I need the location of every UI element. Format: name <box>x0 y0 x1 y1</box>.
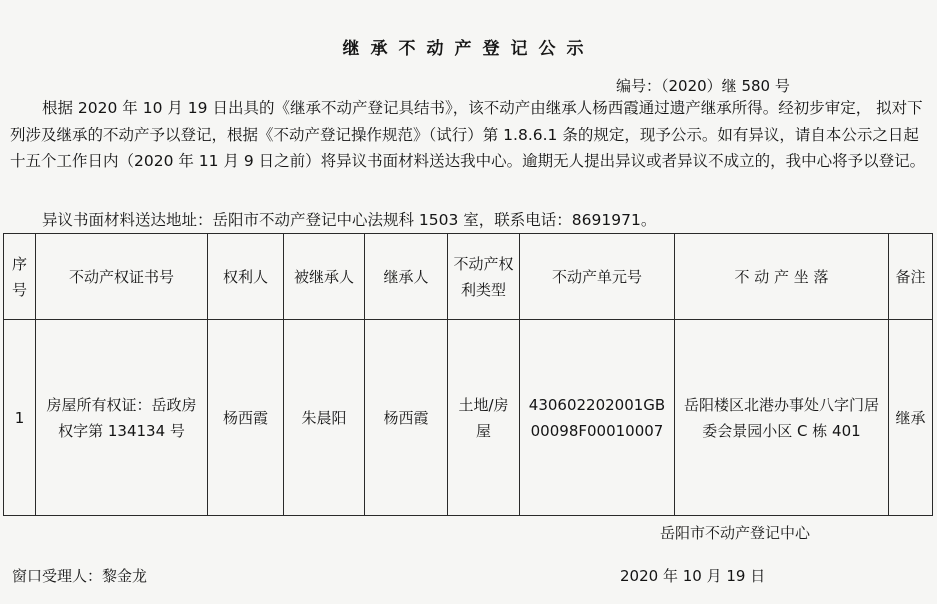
header-right-type: 不动产权利类型 <box>448 234 520 320</box>
header-remark: 备注 <box>889 234 933 320</box>
cell-seq: 1 <box>4 320 36 516</box>
cell-location: 岳阳楼区北港办事处八字门居委会景园小区 C 栋 401 <box>675 320 889 516</box>
header-decedent: 被继承人 <box>284 234 365 320</box>
cell-cert-no: 房屋所有权证：岳政房权字第 134134 号 <box>36 320 208 516</box>
cell-unit-no: 430602202001GB00098F00010007 <box>520 320 675 516</box>
cell-decedent: 朱晨阳 <box>284 320 365 516</box>
cell-owner: 杨西霞 <box>208 320 284 516</box>
header-location: 不 动 产 坐 落 <box>675 234 889 320</box>
header-cert-no: 不动产权证书号 <box>36 234 208 320</box>
notice-body: 根据 2020 年 10 月 19 日出具的《继承不动产登记具结书》，该不动产由继承人杨西霞通过遗产继承所得。经初步审定， 拟对下列涉及继承的不动产予以登记，根据《不动产登记操作规范》（试行）第 1.8.6.1 条的规定，现予公示。如有异议，请自本公示之日起十五个工作日内（2020 年 11 月 9 日之前）将异议书面材料送达我中心。逾期无人提出异议或者异议不成立的，我中心将予以登记。 <box>10 99 926 170</box>
header-unit-no: 不动产单元号 <box>520 234 675 320</box>
notice-title: 继承不动产登记公示 <box>342 39 595 59</box>
header-seq: 序号 <box>4 234 36 320</box>
document-number: 编号：（2020）继 580 号 <box>616 77 790 95</box>
issuing-organization: 岳阳市不动产登记中心 <box>660 524 811 542</box>
header-heir: 继承人 <box>365 234 448 320</box>
objection-address: 异议书面材料送达地址：岳阳市不动产登记中心法规科 1503 室，联系电话：8691971。 <box>42 211 657 229</box>
table-row <box>4 320 933 516</box>
table-header-row <box>4 234 933 320</box>
cell-heir: 杨西霞 <box>365 320 448 516</box>
cell-remark: 继承 <box>889 320 933 516</box>
header-owner: 权利人 <box>208 234 284 320</box>
property-table <box>3 233 933 516</box>
clerk-name: 窗口受理人：黎金龙 <box>12 567 148 585</box>
issue-date: 2020 年 10 月 19 日 <box>620 567 766 585</box>
cell-right-type: 土地/房屋 <box>448 320 520 516</box>
